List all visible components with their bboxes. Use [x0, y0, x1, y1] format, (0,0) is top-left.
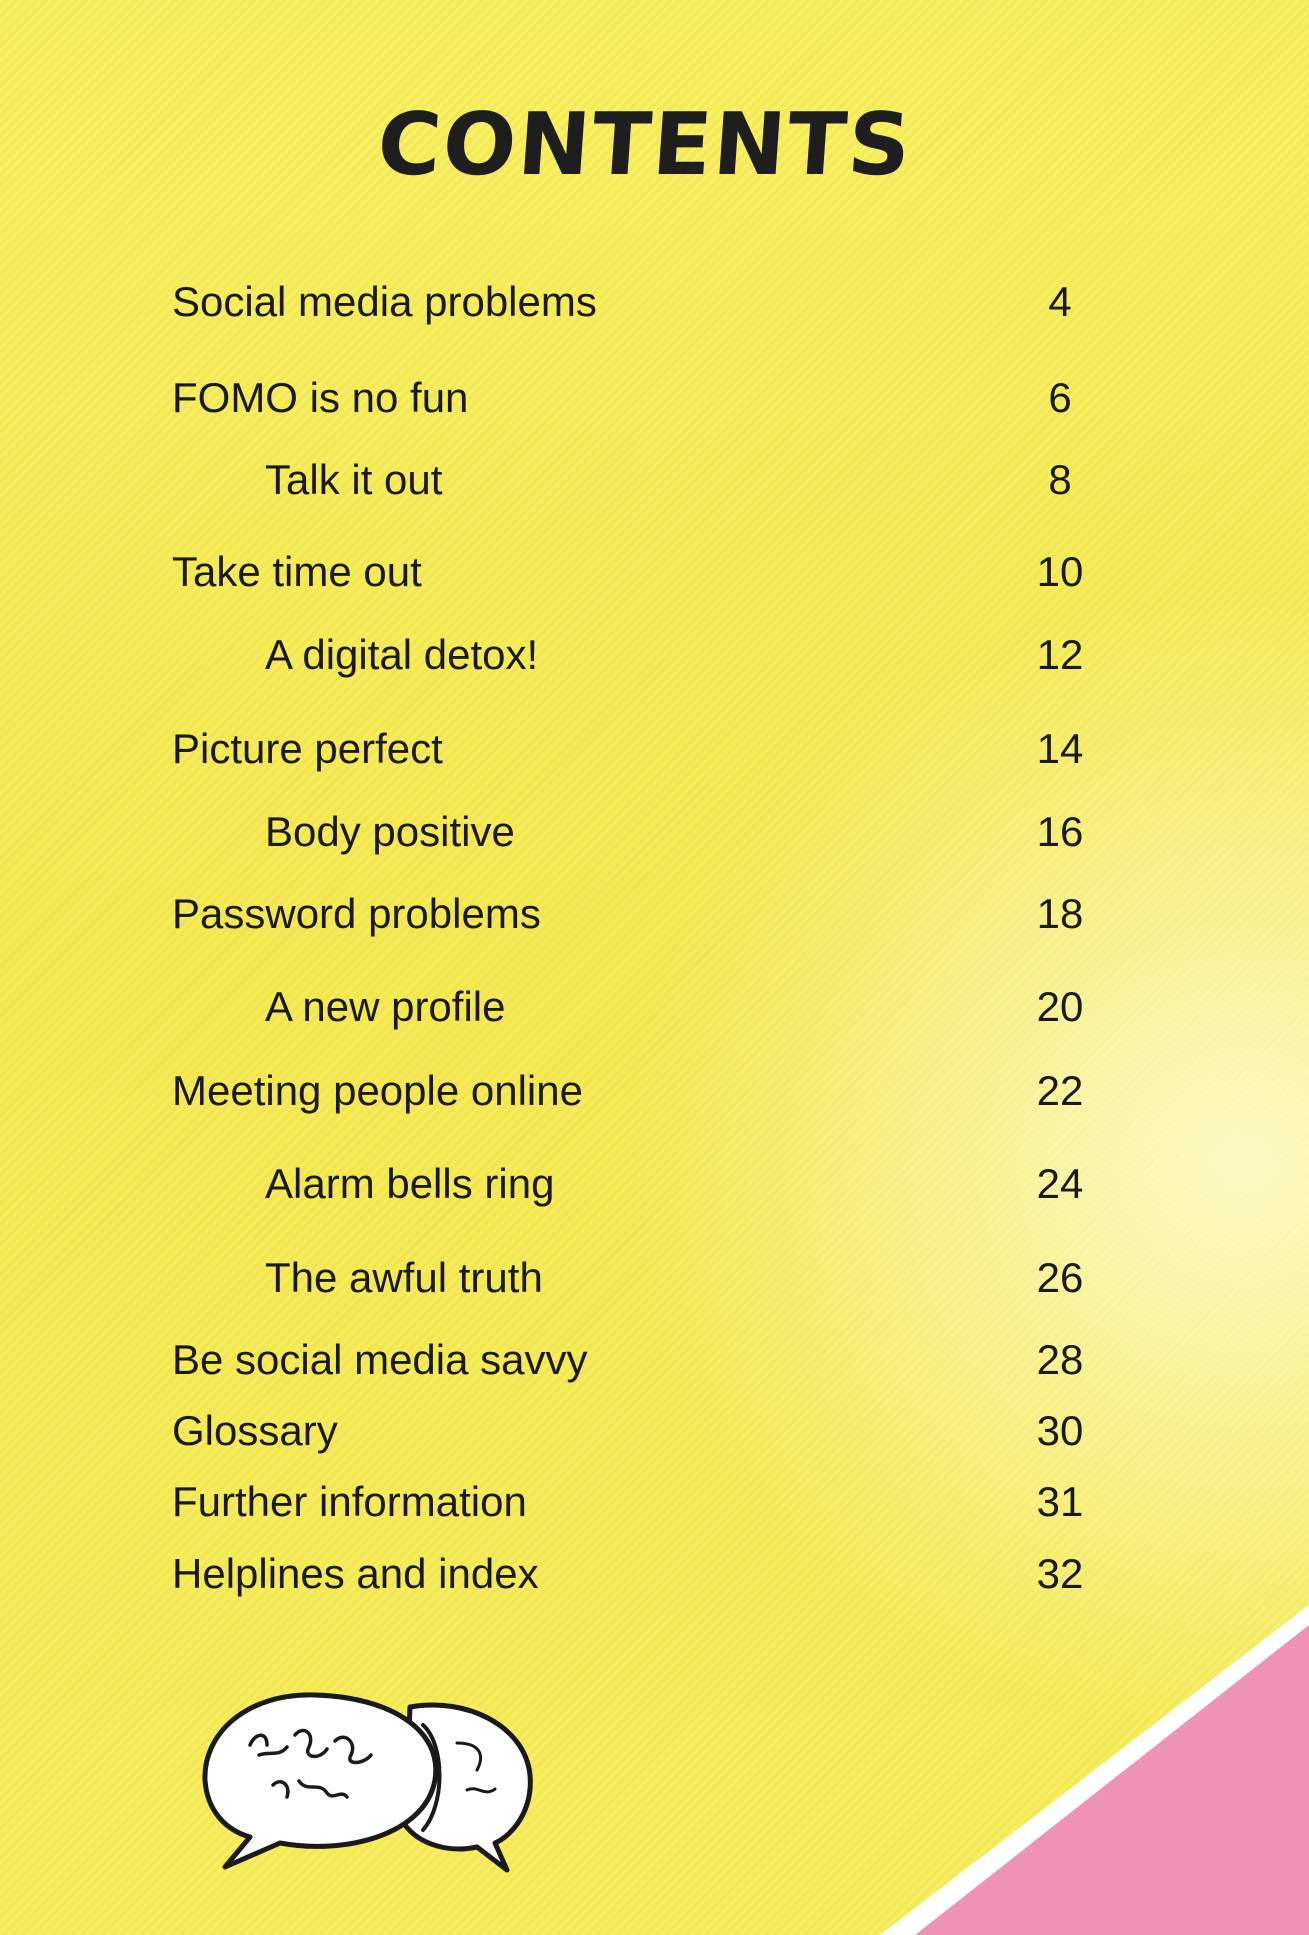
toc-entry-label: Meeting people online	[172, 1067, 583, 1114]
toc-entry-page: 4	[1048, 278, 1072, 325]
toc-entry-page: 20	[1036, 983, 1084, 1030]
toc-entry-label: Be social media savvy	[172, 1336, 588, 1383]
toc-entry-page: 16	[1036, 808, 1084, 855]
toc-entry[interactable]	[0, 1336, 1309, 1396]
toc-entry-page: 26	[1036, 1254, 1084, 1301]
toc-entry[interactable]	[0, 631, 1309, 691]
toc-entry-label: Password problems	[172, 890, 541, 937]
toc-entry[interactable]	[0, 1160, 1309, 1220]
toc-entry[interactable]	[0, 1254, 1309, 1314]
toc-entry-page: 24	[1036, 1160, 1084, 1207]
page-title: CONTENTS	[374, 95, 916, 195]
toc-entry-page: 18	[1036, 890, 1084, 937]
toc-entry-page: 6	[1048, 374, 1072, 421]
toc-entry-label: Helplines and index	[172, 1550, 539, 1597]
toc-entry-label: Further information	[172, 1478, 527, 1525]
toc-entry[interactable]	[0, 983, 1309, 1043]
toc-entry[interactable]	[0, 456, 1309, 516]
toc-entry-label: A new profile	[265, 983, 506, 1030]
toc-entry[interactable]	[0, 725, 1309, 785]
toc-entry[interactable]	[0, 890, 1309, 950]
toc-entry-label: FOMO is no fun	[172, 374, 469, 421]
toc-entry-label: Alarm bells ring	[265, 1160, 555, 1207]
toc-entry-label: Talk it out	[265, 456, 443, 503]
toc-entry[interactable]	[0, 1067, 1309, 1127]
toc-entry[interactable]	[0, 1478, 1309, 1538]
toc-entry-page: 32	[1036, 1550, 1084, 1597]
toc-entry-label: Take time out	[172, 548, 422, 595]
toc-entry[interactable]	[0, 548, 1309, 608]
toc-entry-page: 30	[1036, 1407, 1084, 1454]
toc-entry[interactable]	[0, 808, 1309, 868]
toc-entry[interactable]	[0, 278, 1309, 338]
toc-entry-label: Social media problems	[172, 278, 597, 325]
toc-entry-page: 14	[1036, 725, 1084, 772]
toc-entry[interactable]	[0, 374, 1309, 434]
toc-entry-label: Picture perfect	[172, 725, 443, 772]
toc-entry-page: 31	[1036, 1478, 1084, 1525]
toc-entry-page: 12	[1036, 631, 1084, 678]
toc-entry[interactable]	[0, 1550, 1309, 1610]
toc-entry-page: 10	[1036, 548, 1084, 595]
speech-bubbles-icon	[195, 1685, 540, 1875]
toc-entry-page: 22	[1036, 1067, 1084, 1114]
toc-entry[interactable]	[0, 1407, 1309, 1467]
toc-entry-label: Body positive	[265, 808, 515, 855]
toc-entry-page: 28	[1036, 1336, 1084, 1383]
toc-entry-page: 8	[1048, 456, 1072, 503]
toc-entry-label: A digital detox!	[265, 631, 539, 678]
toc-entry-label: The awful truth	[265, 1254, 543, 1301]
toc-entry-label: Glossary	[172, 1407, 338, 1454]
